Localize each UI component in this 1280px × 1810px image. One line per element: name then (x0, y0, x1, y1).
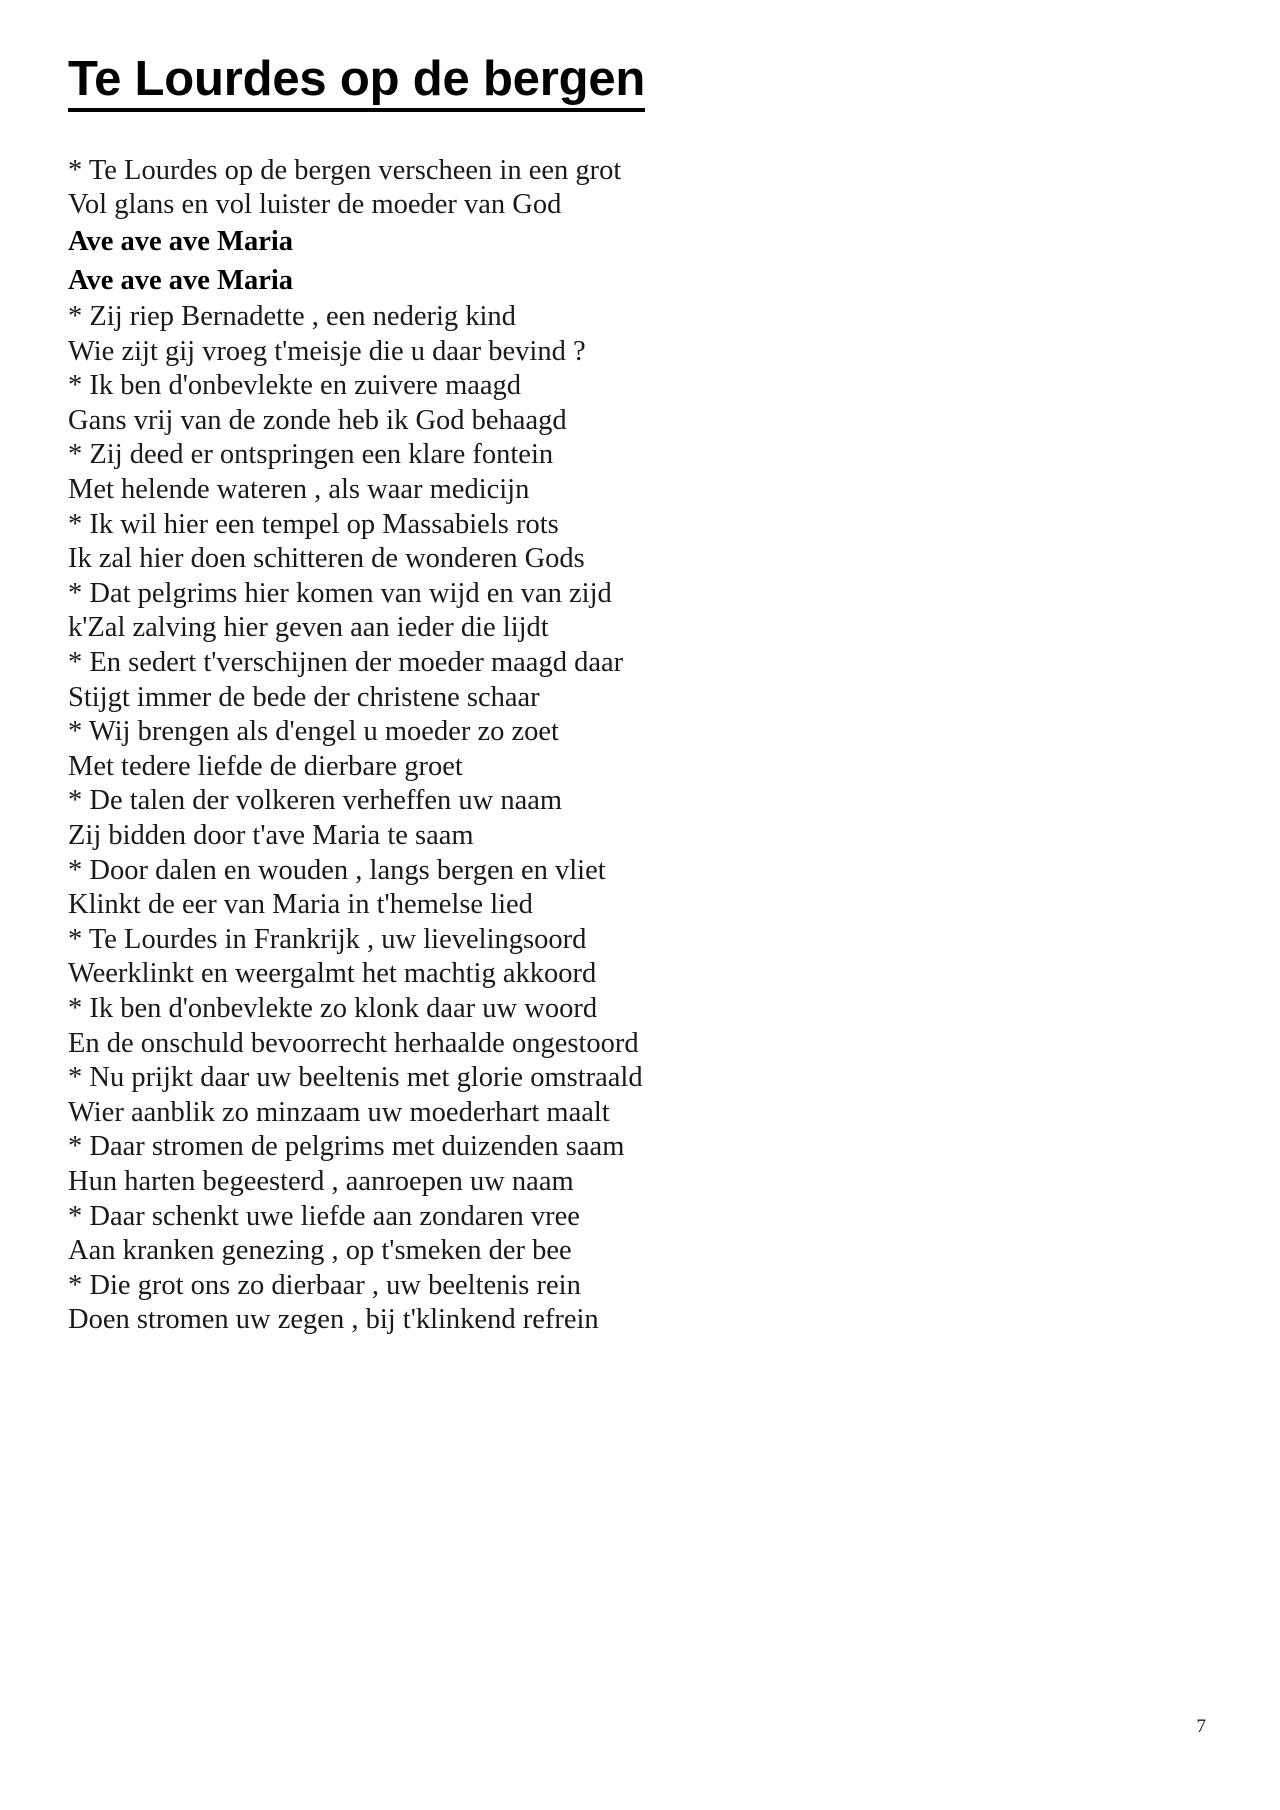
lyric-line: * Ik wil hier een tempel op Massabiels rots (68, 508, 559, 540)
page-title: Te Lourdes op de bergen (68, 52, 645, 112)
lyric-line: Wier aanblik zo minzaam uw moederhart maalt (68, 1096, 610, 1128)
document-content (68, 52, 1168, 1338)
lyric-line: Weerklinkt en weergalmt het machtig akkoord (68, 958, 597, 990)
lyric-line: Wie zijt gij vroeg t'meisje die u daar bevind ? (68, 335, 586, 367)
page-number: 7 (1196, 1716, 1206, 1737)
lyric-line: Met helende wateren , als waar medicijn (68, 474, 530, 506)
lyric-line: * En sedert t'verschijnen der moeder maagd daar (68, 647, 624, 678)
lyric-line: * Zij deed er ontspringen een klare fontein (68, 439, 554, 471)
lyric-line: * Door dalen en wouden , langs bergen en vliet (68, 854, 606, 886)
lyric-line: * Zij riep Bernadette , een nederig kind (68, 301, 516, 333)
lyric-line: Ik zal hier doen schitteren de wonderen Gods (68, 543, 585, 575)
lyric-line: * Te Lourdes op de bergen verscheen in een grot (68, 154, 622, 186)
lyric-line: Met tedere liefde de dierbare groet (68, 750, 463, 782)
lyrics-body (68, 154, 1168, 1338)
lyric-line: * Te Lourdes in Frankrijk , uw lievelingsoord (68, 923, 587, 955)
lyric-line: Klinkt de eer van Maria in t'hemelse lied (68, 889, 533, 921)
refrain-line: Ave ave ave Maria (68, 226, 294, 258)
lyric-line: * Die grot ons zo dierbaar , uw beeltenis rein (68, 1269, 581, 1301)
lyric-line: Vol glans en vol luister de moeder van God (68, 189, 562, 221)
lyric-line: Stijgt immer de bede der christene schaar (68, 681, 540, 713)
lyric-line: * Nu prijkt daar uw beeltenis met glorie omstraald (68, 1062, 643, 1094)
lyric-line: Hun harten begeesterd , aanroepen uw naam (68, 1165, 574, 1197)
lyric-line: Gans vrij van de zonde heb ik God behaagd (68, 404, 567, 436)
lyric-line: En de onschuld bevoorrecht herhaalde ongestoord (68, 1027, 639, 1059)
lyric-line: * Dat pelgrims hier komen van wijd en van zijd (68, 577, 612, 609)
lyric-line: * Ik ben d'onbevlekte en zuivere maagd (68, 370, 522, 402)
lyric-line: * Daar stromen de pelgrims met duizenden saam (68, 1131, 625, 1163)
lyric-line: * De talen der volkeren verheffen uw naam (68, 785, 563, 817)
lyric-line: Aan kranken genezing , op t'smeken der bee (68, 1235, 572, 1267)
lyric-line: k'Zal zalving hier geven aan ieder die lijdt (68, 612, 549, 644)
lyric-line: * Wij brengen als d'engel u moeder zo zoet (68, 716, 559, 748)
lyric-line: * Ik ben d'onbevlekte zo klonk daar uw woord (68, 992, 598, 1024)
lyric-line: * Daar schenkt uwe liefde aan zondaren vree (68, 1200, 580, 1232)
lyric-line: Doen stromen uw zegen , bij t'klinkend refrein (68, 1304, 599, 1336)
refrain-line: Ave ave ave Maria (68, 264, 294, 296)
lyric-line: Zij bidden door t'ave Maria te saam (68, 819, 474, 851)
